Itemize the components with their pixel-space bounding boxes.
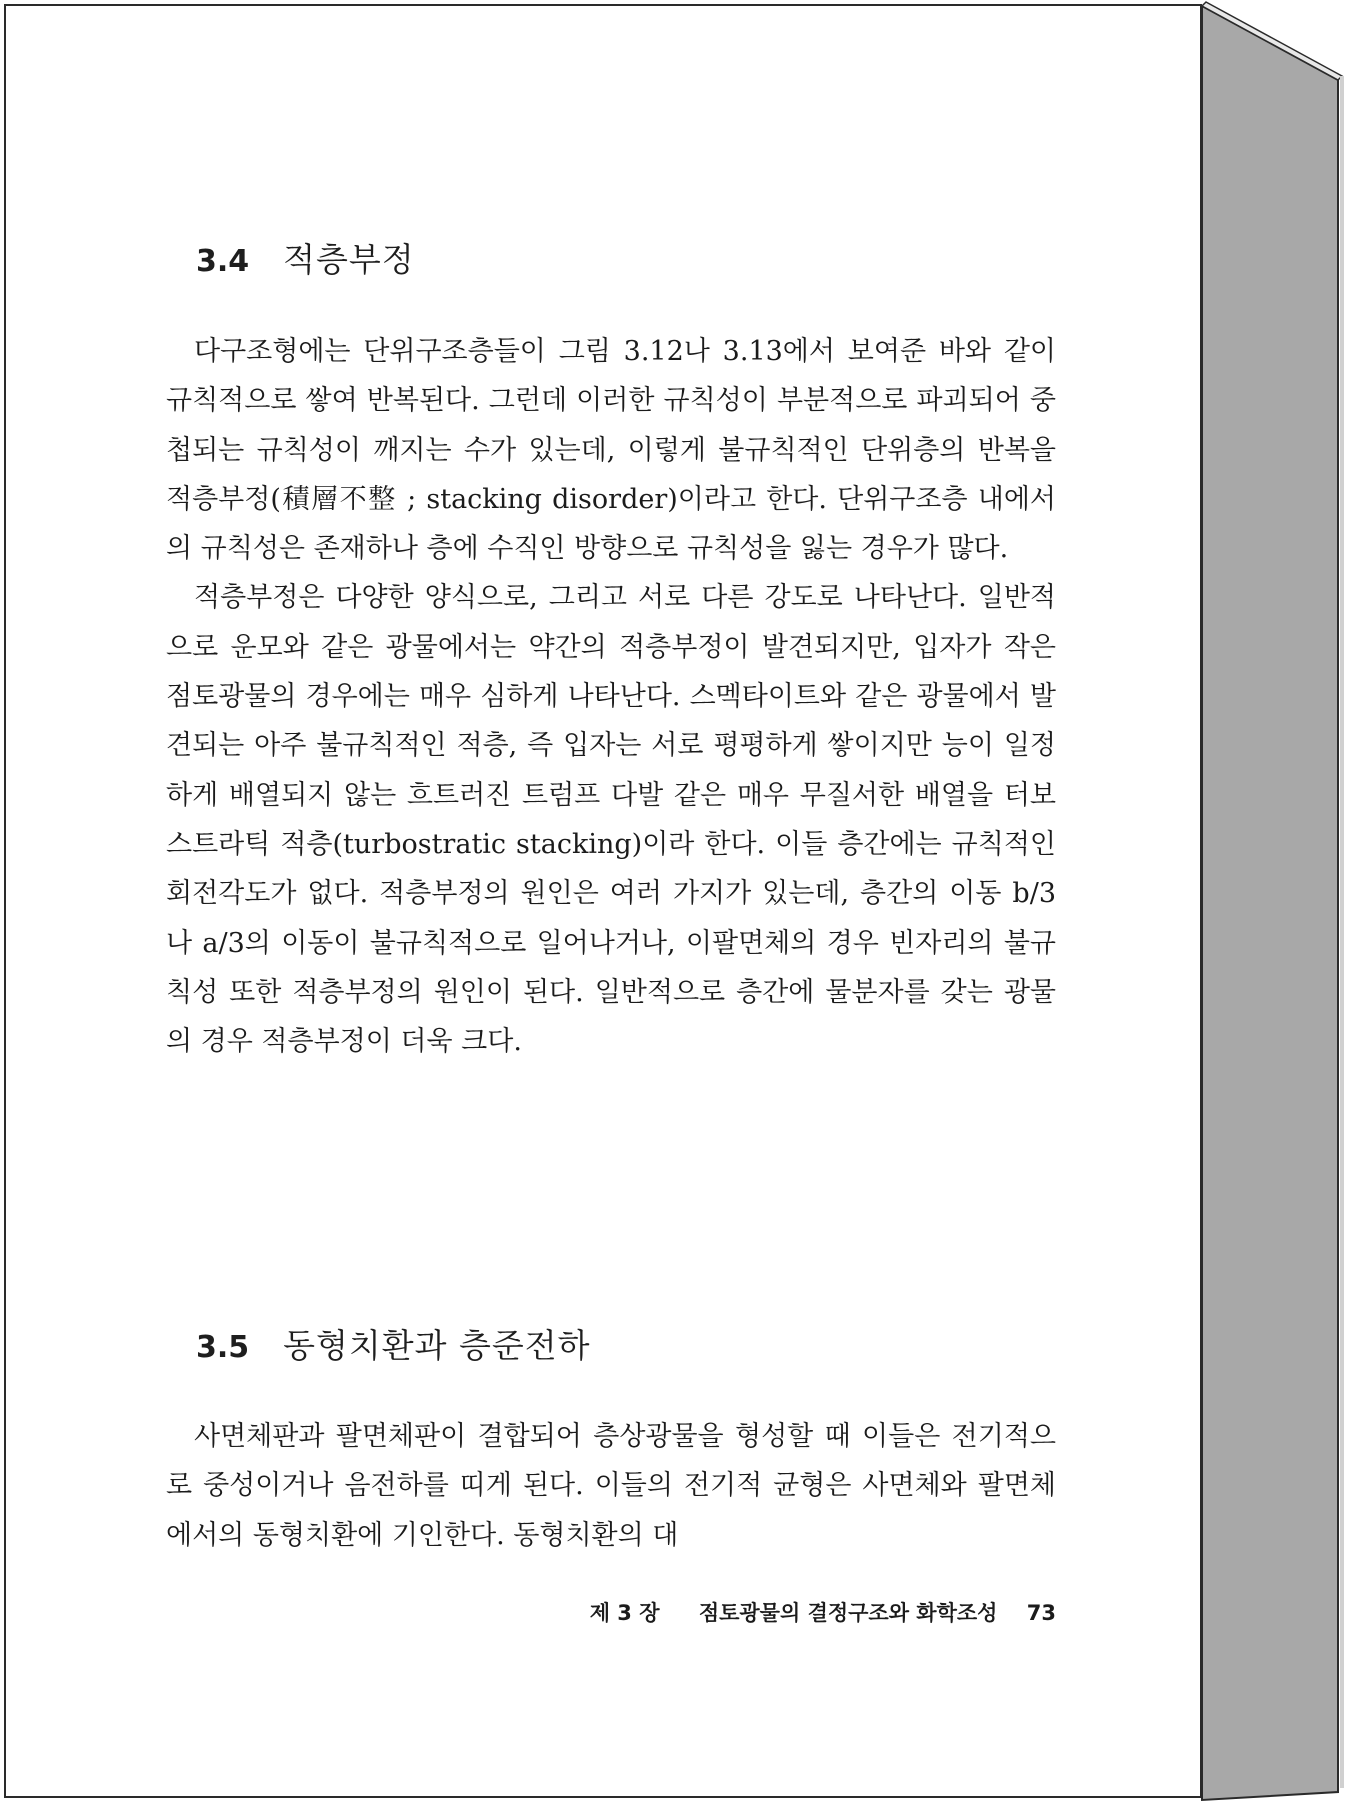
section-title: 동형치환과 층준전하	[283, 1326, 591, 1365]
paragraph: 적층부정은 다양한 양식으로, 그리고 서로 다른 강도로 나타난다. 일반적으로 운모와 같은 광물에서는 약간의 적층부정이 발견되지만, 입자가 작은 점토광물의 경우에는 매우 심하게 나타난다. 스멕타이트와 같은 광물에서 발견되는 아주 불규칙적인 적층, 즉 입자는 서로 평평하게 쌓이지만 능이 일정하게 배열되지 않는 흐트러진 트럼프 다발 같은 매우 무질서한 배열을 터보스트라틱 적층(turbostratic stacking)이라 한다. 이들 층간에는 규칙적인 회전각도가 없다. 적층부정의 원인은 여러 가지가 있는데, 층간의 이동 b/3나 a/3의 이동이 불규칙적으로 일어나거나, 이팔면체의 경우 빈자리의 불규칙성 또한 적층부정의 원인이 된다. 일반적으로 층간에 물분자를 갖는 광물의 경우 적층부정이 더욱 크다.	[166, 582, 1056, 1058]
page-number: 73	[1026, 1601, 1056, 1625]
section-heading-3-5	[196, 1320, 591, 1367]
section-heading-3-4	[196, 234, 415, 281]
section-body-3-4	[166, 327, 1056, 1066]
spine-face	[1202, 6, 1338, 1800]
footer-chapter: 제 3 장	[589, 1601, 660, 1625]
section-number: 3.4	[196, 244, 250, 279]
paragraph: 사면체판과 팔면체판이 결합되어 층상광물을 형성할 때 이들은 전기적으로 중성이거나 음전하를 띠게 된다. 이들의 전기적 균형은 사면체와 팔면체에서의 동형치환에 기인한다. 동형치환의 대	[166, 1421, 1056, 1551]
footer-title: 점토광물의 결정구조와 화학조성	[698, 1601, 998, 1625]
document-page	[4, 4, 1202, 1798]
section-title: 적층부정	[283, 240, 415, 279]
page-footer	[506, 1597, 1056, 1627]
section-body-3-5	[166, 1412, 1056, 1560]
paragraph: 다구조형에는 단위구조층들이 그림 3.12나 3.13에서 보여준 바와 같이 규칙적으로 쌓여 반복된다. 그런데 이러한 규칙성이 부분적으로 파괴되어 중첩되는 규칙성이 깨지는 수가 있는데, 이렇게 불규칙적인 단위층의 반복을 적층부정(積層不整 ; stacking disorder)이라고 한다. 단위구조층 내에서의 규칙성은 존재하나 층에 수직인 방향으로 규칙성을 잃는 경우가 많다.	[166, 336, 1056, 565]
section-number: 3.5	[196, 1330, 250, 1365]
